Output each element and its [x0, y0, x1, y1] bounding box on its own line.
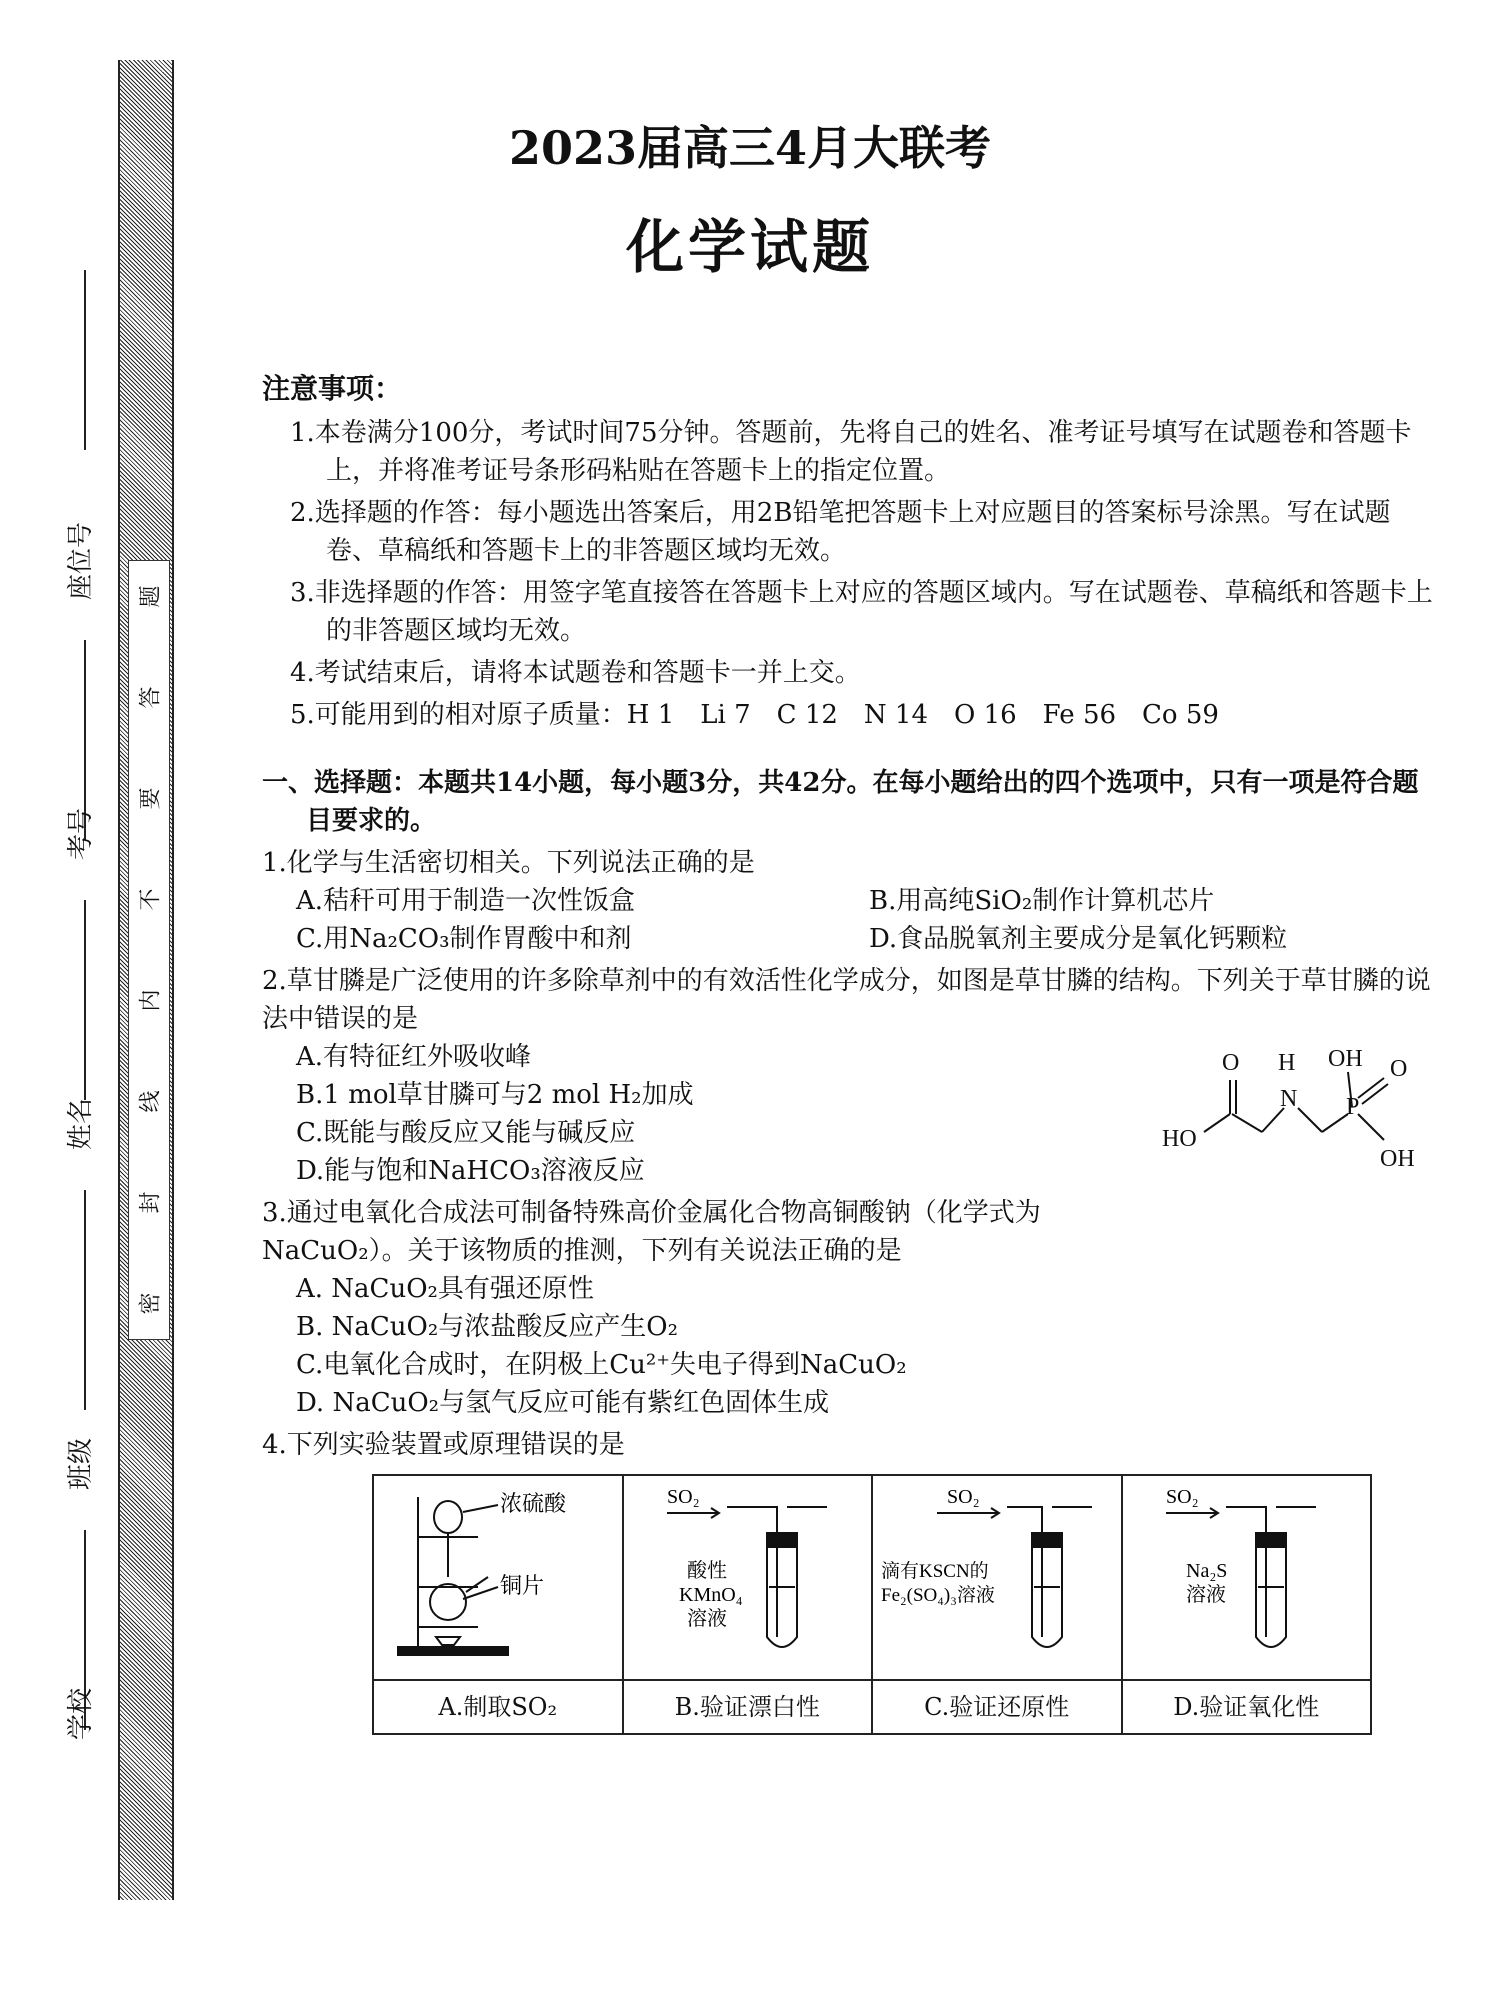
- apparatus-table: [372, 1474, 1372, 1735]
- option-b: B.用高纯SiO₂制作计算机芯片: [869, 886, 1215, 916]
- section-heading: 一、选择题：本题共14小题，每小题3分，共42分。在每小题给出的四个选项中，只有一项是符合题目要求的。: [262, 768, 1419, 836]
- mol-label: HO: [1162, 1126, 1197, 1152]
- mol-label: H: [1278, 1050, 1296, 1076]
- question-2: [262, 962, 1442, 1190]
- label-so2: SO₂: [1166, 1486, 1199, 1508]
- option-a: A.秸秆可用于制造一次性饭盒: [296, 886, 636, 916]
- mol-label: N: [1280, 1086, 1298, 1112]
- seal-notice: [128, 560, 170, 1340]
- caption-a: A.制取SO₂: [373, 1680, 623, 1734]
- label-solution: 溶液: [687, 1608, 728, 1630]
- seal-char: 线: [138, 1090, 164, 1113]
- seal-char: 要: [138, 787, 164, 810]
- class-label: 班级: [66, 1437, 96, 1490]
- question-3: [262, 1194, 1442, 1422]
- label-solution: Na₂S: [1186, 1560, 1228, 1582]
- seal-char: 答: [138, 686, 164, 709]
- apparatus-c: [872, 1475, 1122, 1680]
- option-b: B. NaCuO₂与浓盐酸反应产生O₂: [296, 1312, 679, 1342]
- exam-title: 化学试题: [625, 213, 874, 281]
- apparatus-b: [623, 1475, 873, 1680]
- mol-label: OH: [1328, 1046, 1363, 1072]
- option-c: C.既能与酸反应又能与碱反应: [296, 1118, 636, 1148]
- caption-c: C.验证还原性: [872, 1680, 1122, 1734]
- glyphosate-structure: [1162, 1042, 1422, 1182]
- option-c: C.电氧化合成时，在阴极上Cu²⁺失电子得到NaCuO₂: [296, 1350, 907, 1380]
- mol-label: O: [1222, 1050, 1240, 1076]
- seal-char: 内: [138, 989, 164, 1012]
- question-stem: 3.通过电氧化合成法可制备特殊高价金属化合物高铜酸钠（化学式为NaCuO₂）。关于该物质的推测，下列有关说法正确的是: [262, 1198, 1041, 1266]
- notice-title: 注意事项：: [262, 372, 403, 405]
- name-label: 姓名: [66, 1097, 96, 1150]
- mol-label: OH: [1380, 1146, 1415, 1172]
- label-solution: 酸性: [687, 1560, 728, 1582]
- seal-char: 不: [138, 888, 164, 911]
- label-acid: 浓硫酸: [499, 1491, 566, 1516]
- question-stem: 2.草甘膦是广泛使用的许多除草剂中的有效活性化学成分，如图是草甘膦的结构。下列关于草甘膦的说法中错误的是: [262, 966, 1431, 1034]
- notice-item: 1.本卷满分100分，考试时间75分钟。答题前，先将自己的姓名、准考证号填写在试题卷和答题卡上，并将准考证号条形码粘贴在答题卡上的指定位置。: [290, 418, 1412, 486]
- label-so2: SO₂: [667, 1486, 700, 1508]
- mol-label: P: [1346, 1094, 1360, 1120]
- seal-char: 题: [138, 585, 164, 608]
- option-d: D.能与饱和NaHCO₃溶液反应: [296, 1156, 645, 1186]
- label-solution: Fe₂(SO₄)₃溶液: [880, 1585, 995, 1606]
- notice-item: 2.选择题的作答：每小题选出答案后，用2B铅笔把答题卡上对应题目的答案标号涂黑。写在试题卷、草稿纸和答题卡上的非答题区域均无效。: [290, 498, 1391, 566]
- option-a: A. NaCuO₂具有强还原性: [296, 1274, 594, 1304]
- label-so2: SO₂: [946, 1486, 980, 1508]
- notice-item: 5.可能用到的相对原子质量：H 1 Li 7 C 12 N 14 O 16 Fe 56 Co 59: [290, 700, 1219, 730]
- class-line[interactable]: [84, 1190, 86, 1410]
- caption-d: D.验证氧化性: [1122, 1680, 1372, 1734]
- option-a: A.有特征红外吸收峰: [296, 1042, 532, 1072]
- notice-item: 4.考试结束后，请将本试题卷和答题卡一并上交。: [290, 658, 861, 688]
- test-tube-diagram: [1126, 1477, 1366, 1667]
- caption-b: B.验证漂白性: [623, 1680, 873, 1734]
- notice-block: [262, 370, 1442, 734]
- option-b: B.1 mol草甘膦可与2 mol H₂加成: [296, 1080, 694, 1110]
- name-line[interactable]: [84, 900, 86, 1100]
- exam-content: [262, 370, 1442, 1735]
- question-stem: 4.下列实验装置或原理错误的是: [262, 1430, 625, 1460]
- seat-label: 座位号: [66, 521, 96, 600]
- option-c: C.用Na₂CO₃制作胃酸中和剂: [296, 924, 632, 954]
- label-solution: 滴有KSCN的: [880, 1561, 989, 1582]
- apparatus-a: [373, 1475, 623, 1680]
- option-d: D. NaCuO₂与氢气反应可能有紫红色固体生成: [296, 1388, 830, 1418]
- seat-line: [84, 270, 86, 450]
- question-4: [262, 1426, 1442, 1735]
- mol-label: O: [1390, 1056, 1408, 1082]
- apparatus-d: [1122, 1475, 1372, 1680]
- question-1: [262, 844, 1442, 958]
- option-d: D.食品脱氧剂主要成分是氧化钙颗粒: [869, 924, 1288, 954]
- seal-char: 封: [138, 1191, 164, 1214]
- test-tube-diagram: [877, 1477, 1117, 1667]
- so2-generator-diagram: [378, 1477, 618, 1667]
- label-copper: 铜片: [499, 1573, 544, 1598]
- label-solution: 溶液: [1186, 1584, 1227, 1606]
- exam-header: 2023届高三4月大联考: [508, 121, 992, 175]
- notice-item: 3.非选择题的作答：用签字笔直接答在答题卡上对应的答题区域内。写在试题卷、草稿纸和答题卡上的非答题区域均无效。: [290, 578, 1433, 646]
- label-solution: KMnO₄: [679, 1584, 743, 1606]
- test-tube-diagram: [627, 1477, 867, 1667]
- exam-number-label: 考号: [66, 807, 96, 860]
- school-label: 学校: [66, 1687, 96, 1740]
- seal-char: 密: [138, 1292, 164, 1315]
- question-stem: 1.化学与生活密切相关。下列说法正确的是: [262, 848, 755, 878]
